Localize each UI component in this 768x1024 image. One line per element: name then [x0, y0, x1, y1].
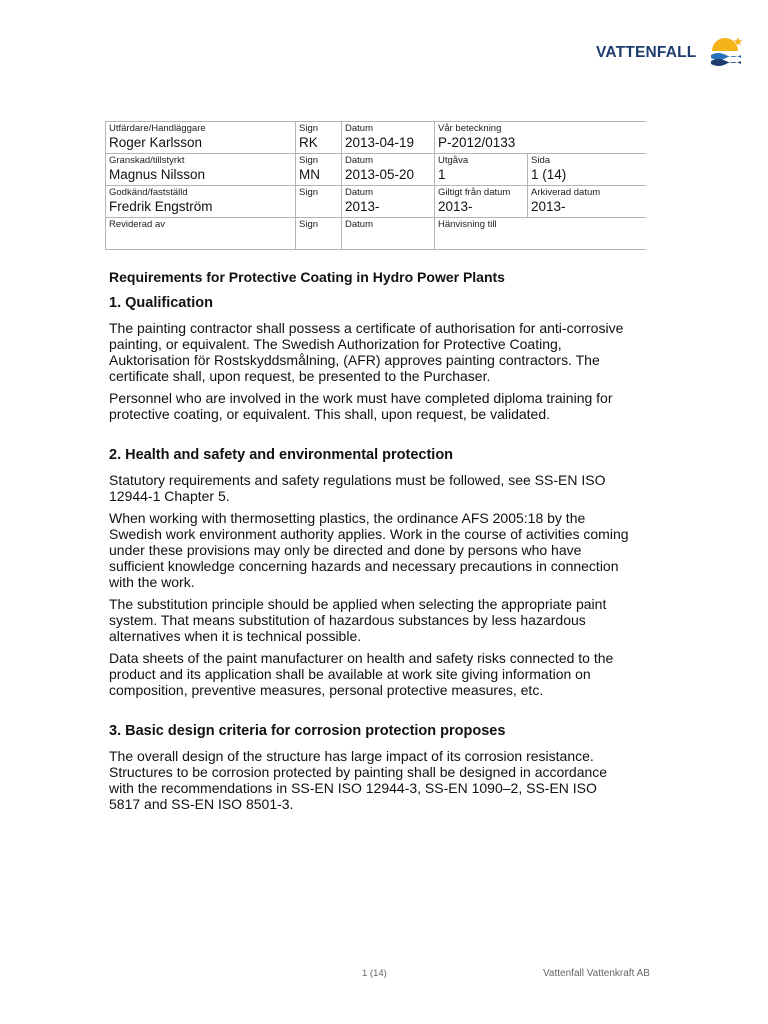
field-label: Arkiverad datum	[531, 187, 601, 198]
logo-wordmark: VATTENFALL	[596, 44, 697, 61]
field-label: Granskad/tillstyrkt	[109, 155, 185, 166]
field-label: Datum	[345, 187, 373, 198]
paragraph: Personnel who are involved in the work must have completed diploma training for protective coating, or equivalent. This shall, upon request, be validated.	[109, 390, 613, 422]
paragraph: The substitution principle should be applied when selecting the appropriate paint system. That means substitution of hazardous substances by less hazardous alternatives when it is technical possible.	[109, 596, 607, 644]
metadata-row-issuer	[106, 122, 646, 154]
reference-cell	[435, 122, 646, 154]
vattenfall-sun-waves-logo-icon	[708, 34, 744, 70]
reference-to-cell	[435, 218, 646, 250]
issuer-sign: RK	[299, 135, 318, 150]
document-title: Requirements for Protective Coating in Hydro Power Plants	[109, 269, 505, 285]
page-cell	[528, 154, 646, 186]
section-heading-qualification: 1. Qualification	[109, 295, 213, 311]
field-label: Sign	[299, 187, 319, 198]
field-label: Datum	[345, 219, 373, 230]
field-label: Hänvisning till	[438, 219, 497, 230]
valid-from-date: 2013-	[438, 199, 473, 214]
field-label: Sign	[299, 155, 319, 166]
field-label: Sida	[531, 155, 551, 166]
field-label: Utfärdare/Handläggare	[109, 123, 206, 134]
valid-from-cell	[435, 186, 528, 218]
review-date: 2013-05-20	[345, 167, 415, 182]
issue-date: 2013-04-19	[345, 135, 415, 150]
page-count: 1 (14)	[531, 167, 567, 182]
sign-cell	[296, 154, 342, 186]
paragraph: The painting contractor shall possess a certificate of authorisation for anti-corrosive painting, or equivalent. The Swedish Authorization for Protective Coating, Auktorisation för Rostskyddsmålning, (AFR) approves painting contractors. The certificate shall, upon request, be presented to the Purchaser.	[109, 320, 624, 384]
date-cell	[342, 154, 435, 186]
approval-date: 2013-	[345, 199, 380, 214]
field-label: Reviderad av	[109, 219, 165, 230]
field-label: Sign	[299, 219, 319, 230]
approver-cell	[106, 186, 296, 218]
page-number: 1 (14)	[362, 968, 387, 979]
field-label: Giltigt från datum	[438, 187, 511, 198]
document-body	[109, 268, 629, 818]
issuer-cell	[106, 122, 296, 154]
section-heading-health-safety: 2. Health and safety and environmental protection	[109, 447, 454, 463]
field-label: Datum	[345, 155, 373, 166]
company-name: Vattenfall Vattenkraft AB	[543, 968, 650, 979]
reviewer-name: Magnus Nilsson	[109, 167, 206, 182]
edition-cell	[435, 154, 528, 186]
date-cell	[342, 122, 435, 154]
revised-by-cell	[106, 218, 296, 250]
date-cell	[342, 218, 435, 250]
field-label: Godkänd/fastställd	[109, 187, 188, 198]
section-heading-design-criteria: 3. Basic design criteria for corrosion protection proposes	[109, 723, 506, 739]
reference-number: P-2012/0133	[438, 135, 516, 150]
reviewer-sign: MN	[299, 167, 320, 182]
paragraph: Statutory requirements and safety regulations must be followed, see SS-EN ISO 12944-1 Chapter 5.	[109, 472, 606, 504]
paragraph: The overall design of the structure has large impact of its corrosion resistance. Structures to be corrosion protected by painting shall be designed in accordance with the recommendations in SS-EN ISO 12944-3, SS-EN 1090–2, SS-EN ISO 5817 and SS-EN ISO 8501-3.	[109, 748, 608, 812]
approver-name: Fredrik Engström	[109, 199, 213, 214]
sign-cell	[296, 218, 342, 250]
document-metadata-table	[105, 121, 646, 250]
sign-cell	[296, 122, 342, 154]
paragraph: Data sheets of the paint manufacturer on health and safety risks connected to the product and its application shall be available at work site giving information on composition, preventive measures, personal protective measures, etc.	[109, 650, 614, 698]
metadata-row-revision	[106, 218, 646, 250]
issuer-name: Roger Karlsson	[109, 135, 203, 150]
vattenfall-logo	[596, 34, 746, 70]
field-label: Sign	[299, 123, 319, 134]
field-label: Vår beteckning	[438, 123, 502, 134]
metadata-row-reviewer	[106, 154, 646, 186]
archived-date: 2013-	[531, 199, 566, 214]
paragraph: When working with thermosetting plastics, the ordinance AFS 2005:18 by the Swedish work environment authority applies. Work in the course of activities coming under these provisions may only be directed and done by persons who have sufficient knowledge concerning hazards and necessary precautions in connection with the work.	[109, 510, 629, 590]
date-cell	[342, 186, 435, 218]
sign-cell	[296, 186, 342, 218]
field-label: Datum	[345, 123, 373, 134]
edition-number: 1	[438, 167, 446, 182]
metadata-row-approver	[106, 186, 646, 218]
reviewer-cell	[106, 154, 296, 186]
archived-cell	[528, 186, 646, 218]
field-label: Utgåva	[438, 155, 469, 166]
